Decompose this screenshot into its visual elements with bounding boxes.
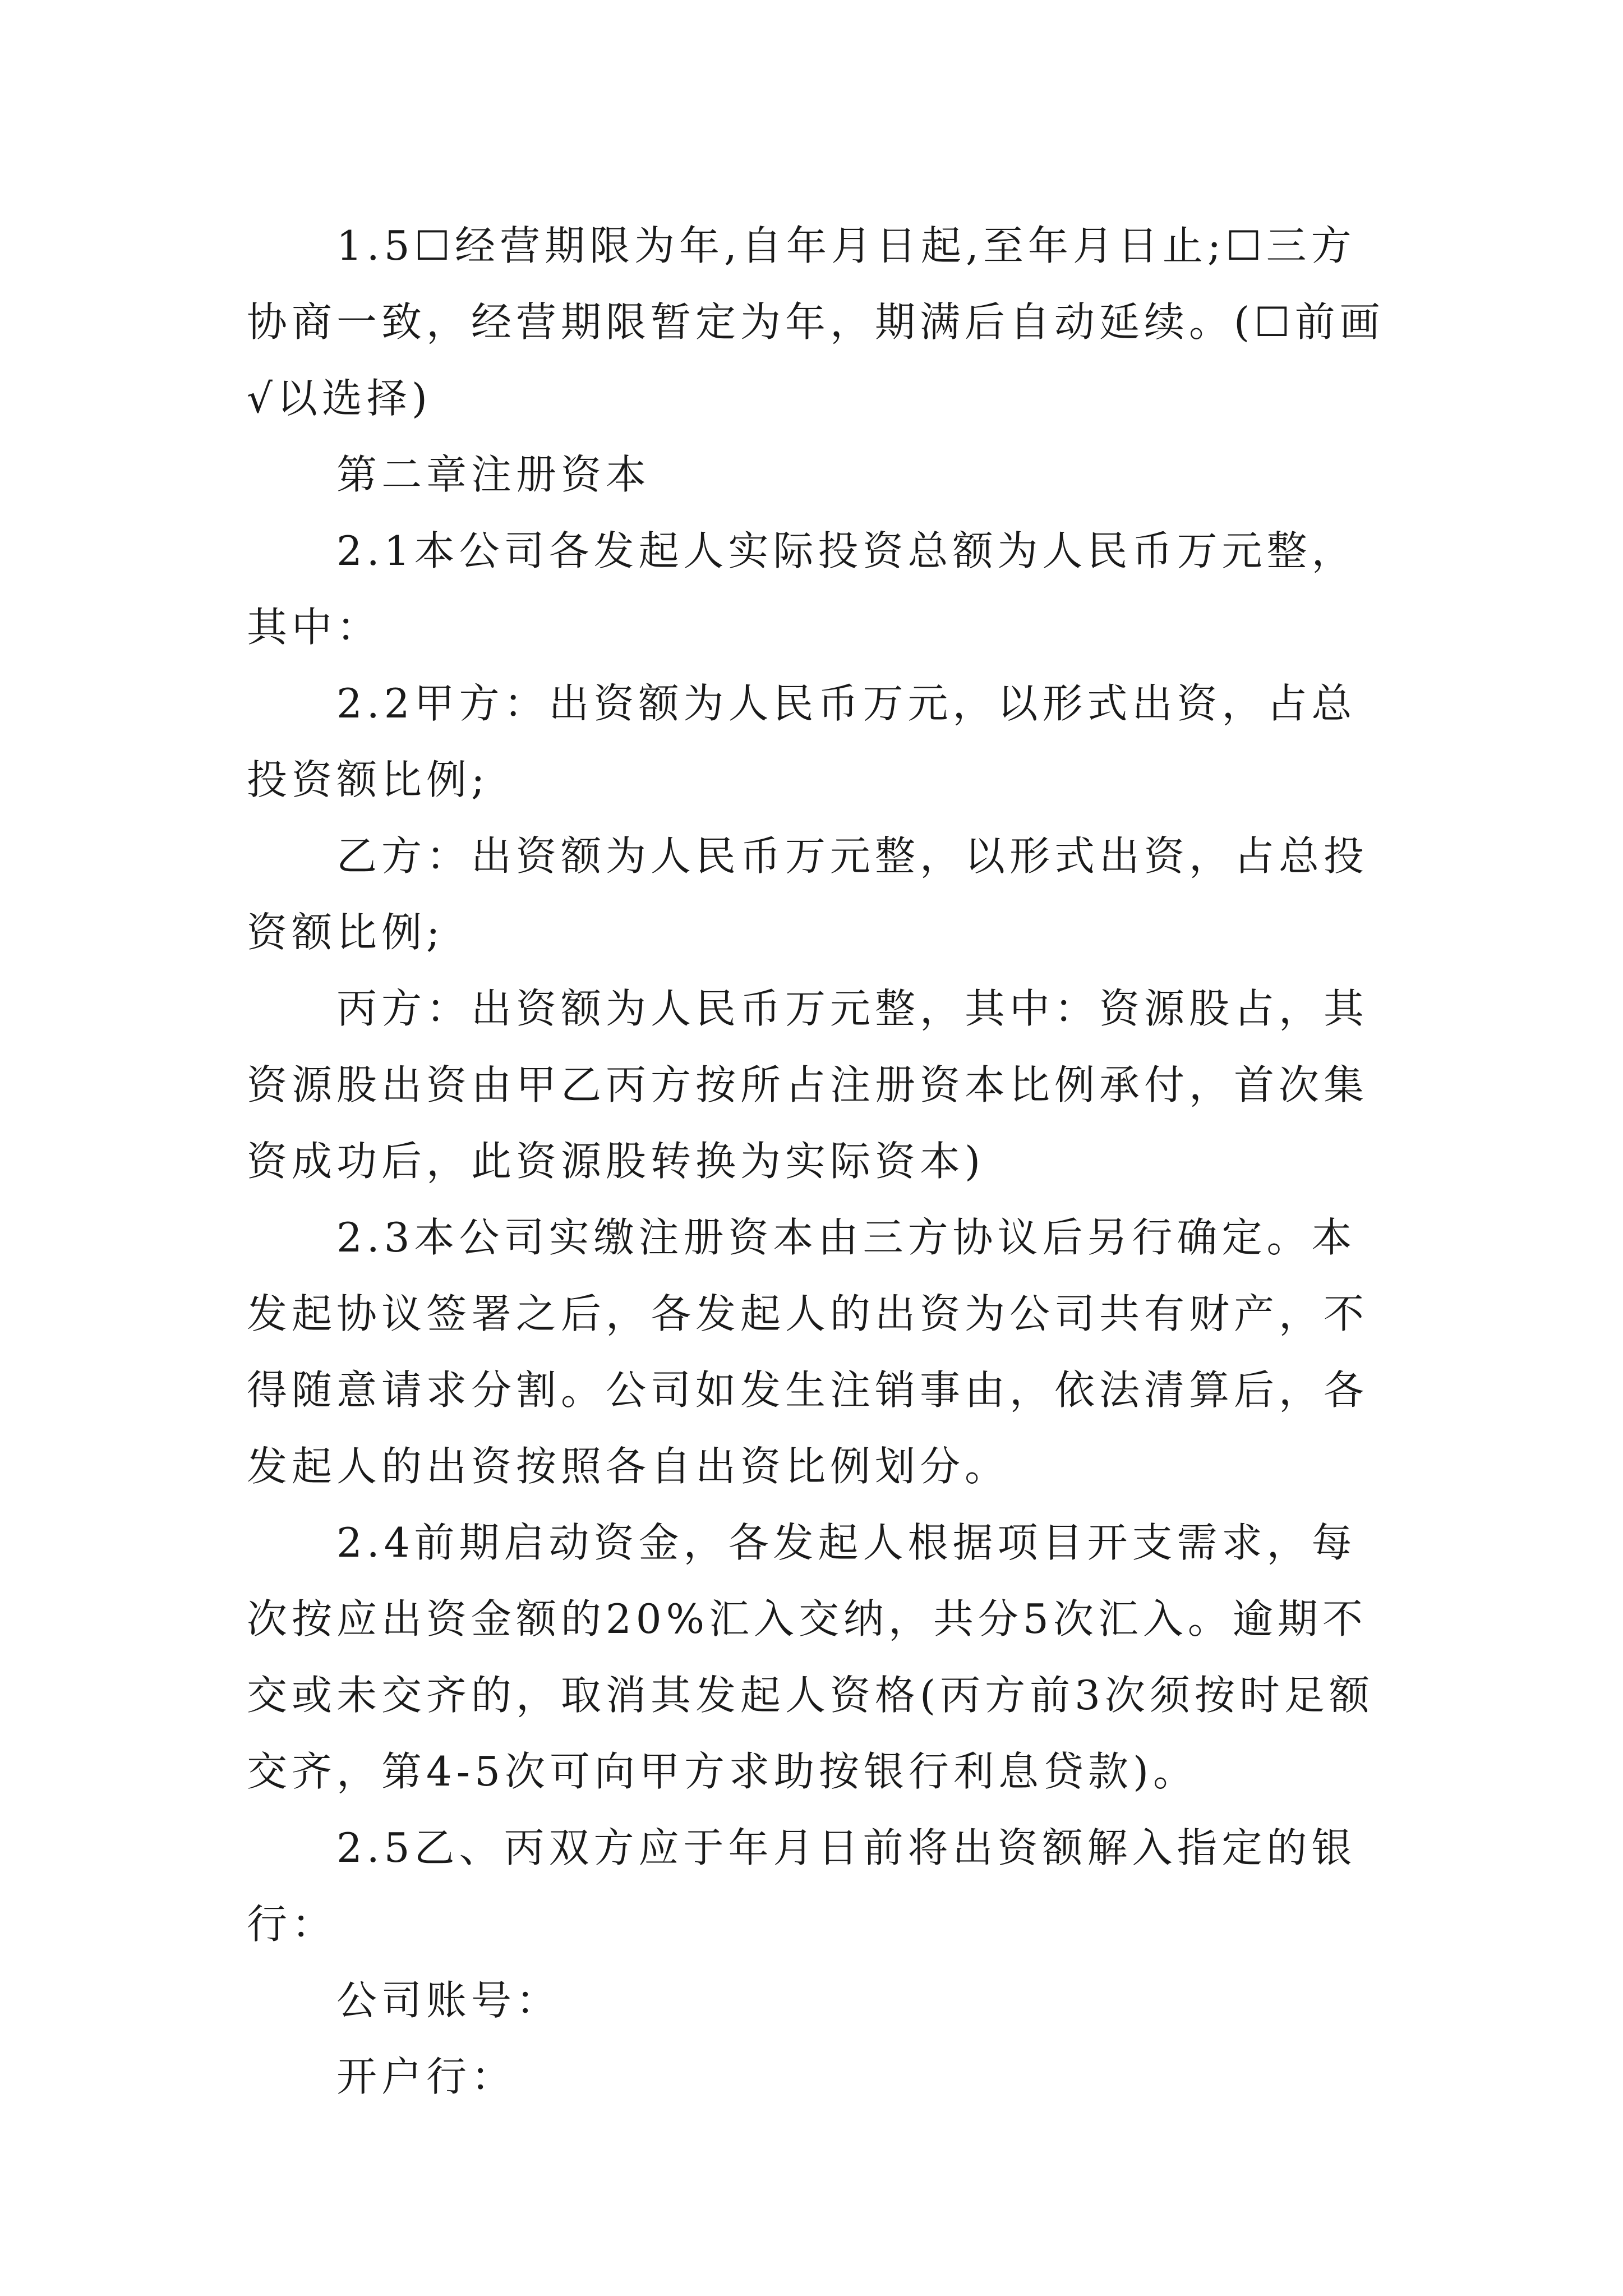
paragraph-2-5-bank-deposit: 2.5乙、丙双方应于年月日前将出资额解入指定的银行： (247, 1824, 1357, 1948)
document-body (247, 208, 1391, 2115)
paragraph-2-3-paid-in-capital: 2.3本公司实缴注册资本由三方协议后另行确定。本发起协议签署之后，各发起人的出资为公司共有财产，不得随意请求分割。公司如发生注销事由，依法清算后，各发起人的出资按照各自出资比例划分。 (247, 1214, 1369, 1490)
paragraph-operating-term: 1.5☐经营期限为年,自年月日起,至年月日止;☐三方协商一致，经营期限暂定为年，期满后自动延续。(☐前画√以选择) (247, 222, 1385, 422)
paragraph-2-4-startup-funds: 2.4前期启动资金，各发起人根据项目开支需求，每次按应出资金额的20%汇入交纳，共分5次汇入。逾期不交或未交齐的，取消其发起人资格(丙方前3次须按时足额交齐，第4-5次可向甲方求助按银行利息贷款)。 (247, 1519, 1374, 1795)
chapter-heading-registered-capital: 第二章注册资本 (336, 451, 651, 498)
company-account-label: 公司账号： (336, 1977, 561, 2024)
paragraph-party-c: 丙方：出资额为人民币万元整，其中：资源股占，其资源股出资由甲乙丙方按所占注册资本比例承付，首次集资成功后，此资源股转换为实际资本) (247, 985, 1369, 1185)
opening-bank-label: 开户行： (336, 2053, 517, 2100)
paragraph-2-2-party-a: 2.2甲方：出资额为人民币万元，以形式出资，占总投资额比例; (247, 680, 1357, 803)
paragraph-2-1-total-investment: 2.1本公司各发起人实际投资总额为人民币万元整，其中： (247, 527, 1357, 651)
paragraph-party-b: 乙方：出资额为人民币万元整，以形式出资，占总投资额比例; (247, 832, 1369, 956)
